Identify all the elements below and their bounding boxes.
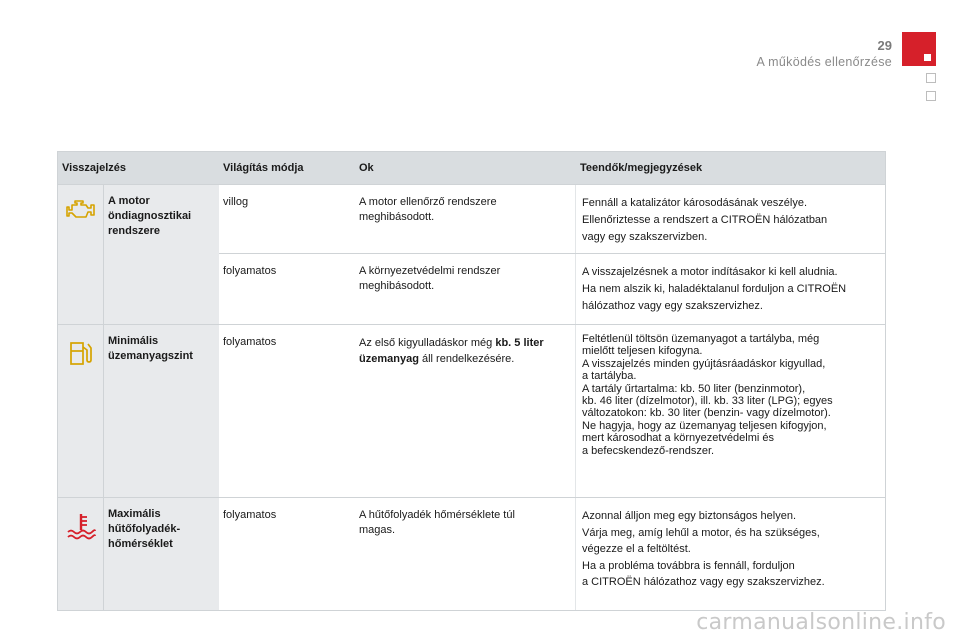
cause: Az első kigyulladáskor még kb. 5 liter üzemanyag áll rendelkezésére.	[355, 325, 576, 497]
cause: A motor ellenőrző rendszere meghibásodott.	[355, 185, 576, 253]
lighting-mode: folyamatos	[223, 509, 277, 521]
indicator-name: Minimális	[108, 335, 159, 347]
watermark: carmanualsonline.info	[696, 610, 946, 635]
table-row	[219, 498, 885, 610]
lighting-mode: villog	[223, 196, 249, 208]
table-row	[219, 253, 885, 324]
indicator-name: Maximális	[108, 508, 161, 520]
indicator-name: A motor	[108, 195, 150, 207]
column-header: Visszajelzés	[62, 161, 127, 174]
table-header	[58, 152, 885, 184]
section-title: A működés ellenőrzése	[756, 55, 892, 69]
coolant-temperature-icon	[66, 512, 96, 540]
indicator-name: üzemanyagszint	[108, 350, 193, 362]
chapter-tab-empty	[926, 73, 936, 83]
indicator-name: hőmérséklet	[108, 538, 173, 550]
indicator-name: rendszere	[108, 225, 160, 237]
table-row	[219, 325, 885, 497]
chapter-tab-empty	[926, 91, 936, 101]
cause: A hűtőfolyadék hőmérséklete túl magas.	[355, 498, 576, 610]
column-header: Ok	[359, 161, 374, 174]
engine-warning-icon	[66, 199, 96, 221]
table-group	[58, 184, 885, 324]
lighting-mode: folyamatos	[223, 265, 277, 277]
warning-lights-table	[57, 151, 886, 611]
column-header: Világítás módja	[223, 161, 304, 174]
table-group	[58, 324, 885, 497]
table-group	[58, 497, 885, 610]
page-number: 29	[877, 38, 892, 53]
action: Azonnal álljon meg egy biztonságos helyen. Várja meg, amíg lehűl a motor, és ha szükséges, végezze el a feltöltést. Ha a probléma továbbra is fennáll, forduljon a CITROËN hálózathoz vagy egy szakszervizhez.	[582, 510, 825, 588]
action: Feltétlenül töltsön üzemanyagot a tartályba, még mielőtt teljesen kifogyna. A visszajelzés minden gyújtásráadáskor kigyullad, a tartályba. A tartály űrtartalma: kb. 50 liter (benzinmotor), kb. 46 liter (dízelmotor), ill. kb. 33 liter (LPG); egyes változatokon: kb. 30 liter (benzin- vagy dízelmotor). Ne hagyja, hogy az üzemanyag teljesen kifogyjon, mert károsodhat a környezetvédelmi és a befecskendező-rendszer.	[582, 333, 833, 457]
indicator-name: öndiagnosztikai	[108, 210, 192, 222]
cause: A környezetvédelmi rendszer meghibásodott.	[355, 254, 576, 324]
action: A visszajelzésnek a motor indításakor ki kell aludnia. Ha nem alszik ki, haladéktalanul forduljon a CITROËN hálózathoz vagy egy szakszervizhez.	[582, 266, 847, 312]
action: Fennáll a katalizátor károsodásának veszélye. Ellenőriztesse a rendszert a CITROËN hálózatban vagy egy szakszervizben.	[582, 197, 828, 243]
chapter-marker	[902, 32, 936, 66]
fuel-pump-icon	[68, 339, 94, 367]
lighting-mode: folyamatos	[223, 336, 277, 348]
table-row	[219, 185, 885, 253]
indicator-name: hűtőfolyadék-	[108, 523, 181, 535]
column-header: Teendők/megjegyzések	[580, 161, 703, 174]
